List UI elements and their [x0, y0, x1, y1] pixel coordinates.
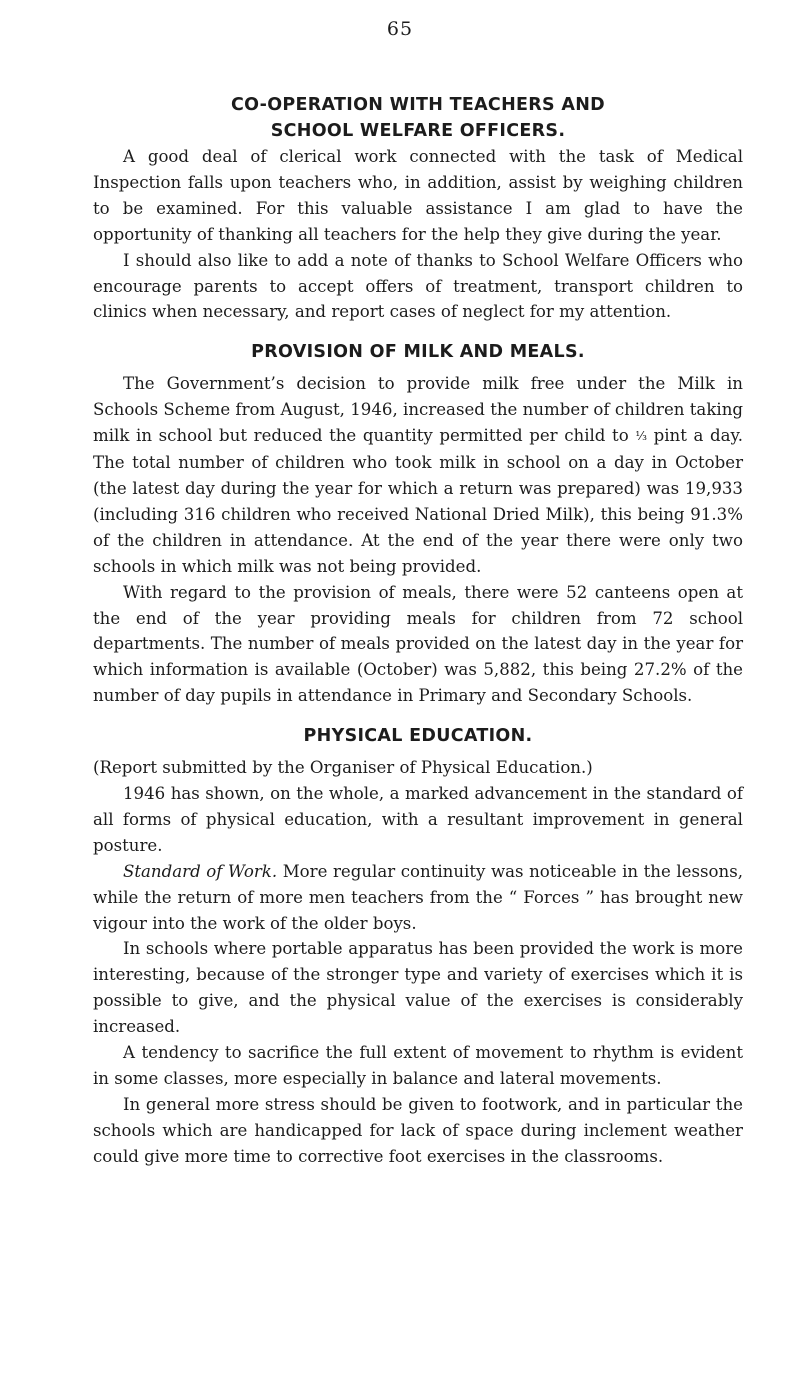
pe-paragraph-3: In schools where portable apparatus has been provided the work is more interesting, because of the stronger type and variety of exercises which it is possible to give, and the physical value of the exercises is considerably increased.	[93, 939, 743, 1037]
pe-paragraph-5: In general more stress should be given to footwork, and in particular the schools which are handicapped for lack of space during inclement weather could give more time to corrective foot exercises in the classrooms.	[93, 1094, 743, 1166]
pe-paragraph-4: A tendency to sacrifice the full extent of movement to rhythm is evident in some classes, more especially in balance and lateral movements.	[93, 1043, 743, 1088]
page-number: 65	[386, 18, 414, 40]
milk-paragraph-1-part2: pint a day. The total number of children who took milk in school on a day in October (the latest day during the year for which a return was prepared) was 19,933 (including 316 children who received National Dried Milk), this being 91.3% of the children in attendance. At the end of the year there were only two schools in which milk was not being provided.	[93, 426, 743, 576]
pe-report-note: (Report submitted by the Organiser of Physical Education.)	[93, 758, 593, 778]
physical-education-heading: PHYSICAL EDUCATION.	[303, 726, 533, 747]
cooperation-paragraph-2: I should also like to add a note of thanks to School Welfare Officers who encourage parents to accept offers of treatment, transport children to clinics when necessary, and report cases of neglect for my attention.	[93, 250, 743, 322]
meals-paragraph: With regard to the provision of meals, there were 52 canteens open at the end of the year providing meals for children from 72 school departments. The number of meals provided on the latest day in the year for which information is available (October) was 5,882, this being 27.2% of the number of day pupils in attendance in Primary and Secondary Schools.	[93, 582, 743, 706]
cooperation-paragraph-1: A good deal of clerical work connected with the task of Medical Inspection falls upon teachers who, in addition, assist by weighing children to be examined. For this valuable assistance I am glad to have the opportunity of thanking all teachers for the help they give during the year.	[93, 147, 743, 244]
pe-paragraph-2	[93, 859, 743, 937]
milk-paragraph-1	[93, 371, 743, 579]
cooperation-heading-line2: SCHOOL WELFARE OFFICERS.	[270, 121, 566, 141]
milk-meals-heading: PROVISION OF MILK AND MEALS.	[251, 342, 585, 363]
milk-fraction: ⅓	[635, 429, 647, 444]
milk-paragraph-1-part1: The Government’s decision to provide milk free under the Milk in Schools Scheme from August, 1946, increased the number of children taking milk in school but reduced the quantity permitted per child to	[93, 374, 743, 446]
pe-paragraph-1: 1946 has shown, on the whole, a marked advancement in the standard of all forms of physical education, with a resultant improvement in general posture.	[93, 784, 743, 855]
cooperation-heading-line1: CO-OPERATION WITH TEACHERS AND	[231, 95, 605, 115]
page-content	[93, 92, 743, 1170]
standard-of-work-label: Standard of Work.	[123, 861, 278, 881]
pe-paragraph-2-text: More regular continuity was noticeable in the lessons, while the return of more men teachers from the “ Forces ” has brought new vigour into the work of the older boys.	[93, 861, 743, 933]
